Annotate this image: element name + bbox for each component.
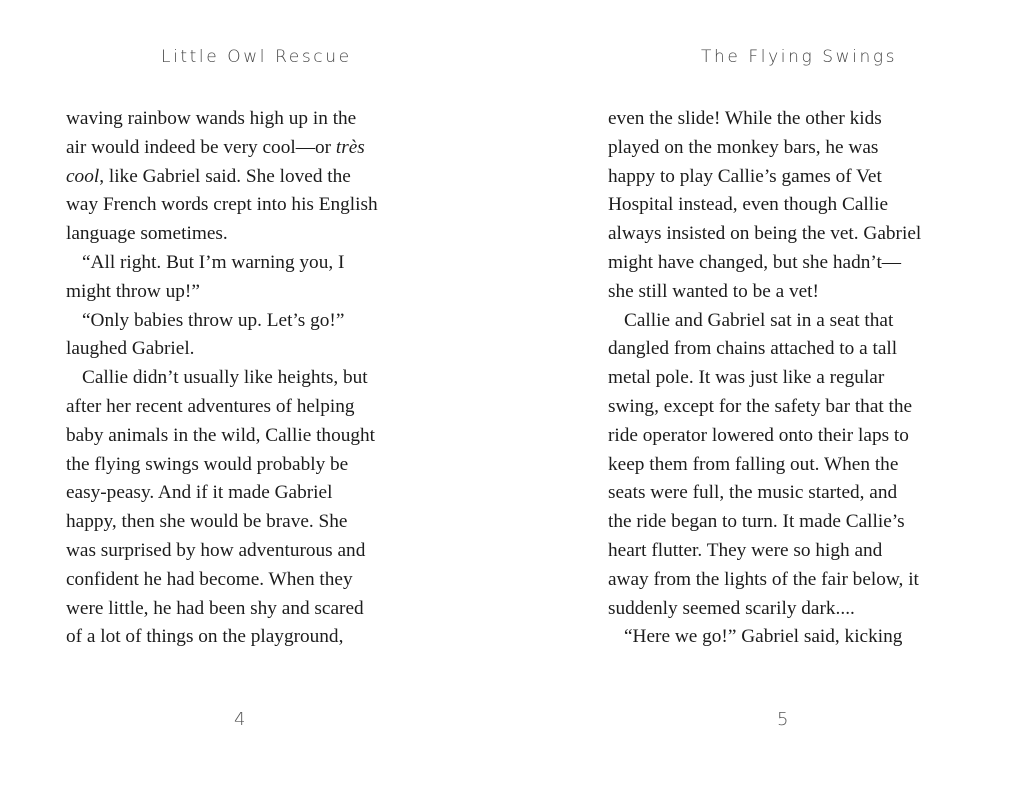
page-number-left: 4 (234, 709, 246, 730)
text-line: heart flutter. They were so high and (608, 539, 883, 561)
text-run: air would indeed be very cool—or (66, 136, 336, 158)
text-line: way French words crept into his English (66, 194, 378, 216)
text-line: suddenly seemed scarily dark.... (608, 597, 855, 619)
text-line: Callie didn’t usually like heights, but (82, 367, 368, 389)
text-line: the ride began to turn. It made Callie’s (608, 511, 905, 533)
text-line: “All right. But I’m warning you, I (82, 251, 345, 273)
text-line: laughed Gabriel. (66, 338, 195, 360)
text-line: even the slide! While the other kids (608, 108, 882, 129)
text-line: dangled from chains attached to a tall (608, 338, 898, 360)
running-head-left: Little Owl Rescue (161, 47, 352, 67)
text-line: waving rainbow wands high up in the (66, 108, 357, 129)
left-page-body (66, 105, 378, 652)
text-line: language sometimes. (66, 223, 228, 245)
text-line (66, 163, 378, 192)
italic-word: très (335, 136, 365, 158)
text-line: were little, he had been shy and scared (66, 597, 364, 619)
text-line: metal pole. It was just like a regular (608, 367, 885, 389)
text-line: “Here we go!” Gabriel said, kicking (624, 626, 903, 648)
text-line: after her recent adventures of helping (66, 395, 355, 417)
text-line: might throw up!” (66, 280, 200, 302)
text-line: she still wanted to be a vet! (608, 280, 819, 302)
text-line: “Only babies throw up. Let’s go!” (82, 309, 345, 331)
text-line: ride operator lowered onto their laps to (608, 424, 909, 446)
running-head-right: The Flying Swings (701, 47, 898, 67)
text-line: the flying swings would probably be (66, 453, 349, 475)
right-page (512, 0, 1024, 789)
text-line: swing, except for the safety bar that the (608, 395, 913, 417)
text-run: , like Gabriel said. She loved the (99, 165, 351, 187)
right-page-body (608, 105, 921, 652)
text-line: played on the monkey bars, he was (608, 136, 879, 158)
text-line: baby animals in the wild, Callie thought (66, 424, 375, 446)
text-line: always insisted on being the vet. Gabriel (608, 223, 922, 245)
text-line: of a lot of things on the playground, (66, 626, 344, 648)
page-number-right: 5 (777, 709, 789, 730)
text-line: happy to play Callie’s games of Vet (608, 165, 882, 187)
text-line: was surprised by how adventurous and (66, 539, 366, 561)
text-line: away from the lights of the fair below, it (608, 568, 919, 590)
text-line: easy-peasy. And if it made Gabriel (66, 482, 333, 504)
text-line: confident he had become. When they (66, 568, 353, 590)
text-line: seats were full, the music started, and (608, 482, 898, 504)
italic-word: cool (66, 165, 100, 187)
text-line: Callie and Gabriel sat in a seat that (624, 309, 894, 331)
text-line (66, 134, 378, 163)
text-line: happy, then she would be brave. She (66, 511, 348, 533)
text-line: keep them from falling out. When the (608, 453, 899, 475)
text-line: Hospital instead, even though Callie (608, 194, 889, 216)
text-line: might have changed, but she hadn’t— (608, 251, 902, 273)
